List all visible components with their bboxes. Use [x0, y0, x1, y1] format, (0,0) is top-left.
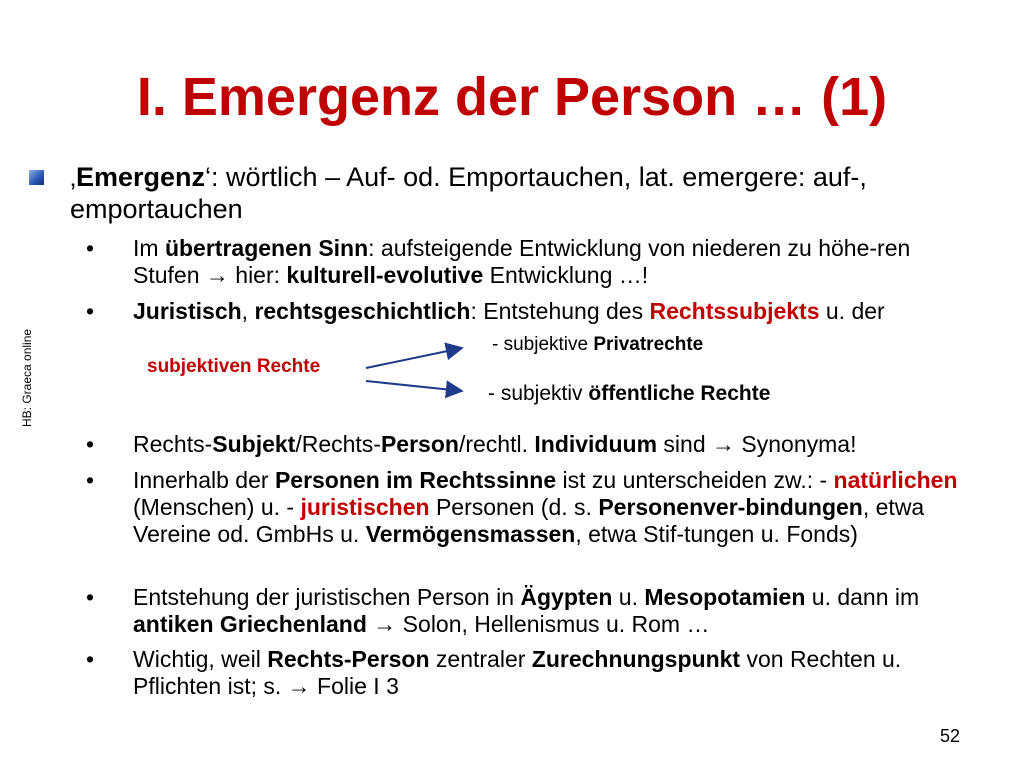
sub-bullet-4-text: Innerhalb der Personen im Rechtssinne ist zu unterscheiden zw.: - natürlichen (Menschen) u. - juristischen Personen (d. s. Personenver-bindungen, etwa Vereine od. GmbHs u. Vermögensmassen, etwa Stif-tungen u. Fonds) — [133, 467, 958, 547]
sub-bullet-1-text: Im übertragenen Sinn: aufsteigende Entwicklung von niederen zu höhe-ren Stufen → hier: kulturell-evolutive Entwicklung …! — [133, 235, 911, 288]
main-bullet-rest: ‘: wörtlich – Auf- od. Emportauchen, lat. emergere: auf-, emportauchen — [70, 162, 867, 224]
side-note — [6, 312, 52, 432]
slide-title: I. Emergenz der Person … (1) — [136, 67, 888, 127]
main-bullet-text — [70, 161, 1000, 225]
bullet-dot-icon: • — [86, 646, 95, 672]
bullet-dot-icon: • — [86, 467, 95, 493]
sub-bullet-5-text: Entstehung der juristischen Person in Ägypten u. Mesopotamien u. dann im antiken Griechenland → Solon, Hellenismus u. Rom … — [133, 584, 920, 637]
page-number: 52 — [940, 726, 961, 746]
bullet-dot-icon: • — [86, 298, 95, 324]
sub-bullet-6-text: Wichtig, weil Rechts-Person zentraler Zurechnungspunkt von Rechten u. Pflichten ist; s. → Folie I 3 — [133, 646, 902, 699]
arrow-to-private-rights — [366, 348, 462, 368]
arrow-to-public-rights — [366, 381, 462, 391]
branch-private-rights: - subjektive Privatrechte — [492, 334, 704, 355]
sub-bullet-2-text: Juristisch, rechtsgeschichtlich: Entstehung des Rechtssubjekts u. der — [133, 298, 885, 324]
bullet-dot-icon: • — [86, 235, 95, 261]
quote-open: ‚ — [70, 162, 76, 192]
square-bullet-icon — [29, 170, 44, 185]
bullet-dot-icon: • — [86, 431, 95, 457]
side-note-text: HB: Graeca online — [20, 328, 34, 427]
sub-bullet-3-text: Rechts-Subjekt/Rechts-Person/rechtl. Individuum sind → Synonyma! — [133, 431, 857, 457]
term-emergenz: Emergenz — [76, 162, 206, 192]
bullet-dot-icon: • — [86, 584, 95, 610]
branch-public-rights: - subjektiv öffentliche Rechte — [488, 382, 771, 405]
diagram-source-label: subjektiven Rechte — [147, 356, 321, 377]
